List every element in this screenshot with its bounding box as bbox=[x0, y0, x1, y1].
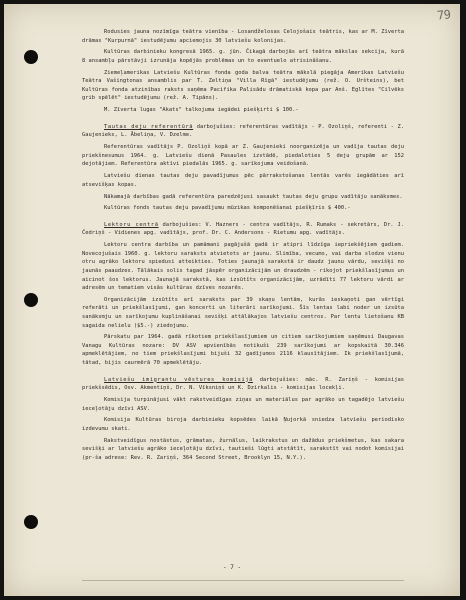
paragraph: Kultūras darbinieku kongresā 1965. g. jūn. Čikagā darbojās arī teātra mākslas sekcija, kurā 8 ansambļu pārstāvji izrunāja kopējās problēmas un to eventuelo atrisināšanu. bbox=[82, 49, 404, 64]
section-intro bbox=[82, 221, 404, 238]
footer-rule bbox=[82, 580, 404, 581]
section-intro-text: darbojušies: referentūras vadītājs - P. Ozoliņš, referenti - Z. Gaujenieks, L. Ābeliņa, V. Dzelme. bbox=[82, 123, 404, 139]
document-page bbox=[4, 4, 460, 596]
punch-hole bbox=[24, 50, 38, 64]
paragraph: Ziemeļamerikas Latviešu Kultūras fonda goda balva teātra mākslā piegāja Amerikas Latviešu Teātra Vašingtonas ansamblis par T. Zeltiņa "Villa Rīgā" iestudējumu (rež. O. Uršteins), bet Kultūras fonda atzinības raksts saņēma Pacifika Palisādu drāmatiskā kopa par Anš. Eglītes "Cilvēks grib spēlēt" iestudējumu (rež. A. Tipāns). bbox=[82, 69, 404, 102]
paragraph: Komisija turpinājusi vākt rakstveidīgas ziņas un materiālus par agrāko un tagadējo latviešu ieceļotāju dzīvi ASV. bbox=[82, 396, 404, 412]
document-body bbox=[82, 28, 404, 466]
paragraph: M. Zīverta lugas "Akats" talkojuma iegādei piešķirti $ 100.- bbox=[104, 107, 299, 114]
page-number: - 7 - bbox=[222, 564, 242, 571]
paragraph: Organizācijām izsūtīts arī saraksts par 39 skaņu lentām, kurās ieskaņoti gan vērtīgi referāti un priekšlasījumi, gan koncerti un literāri sarīkojumi. Šīs lentas labi noder un izsūta sanāksmju un sarīkojumu kuplināšanai sevišķi attālākajos latviešu centros. Par lentu lietošanu KB sagaida nelielu ($5.-) ziedojumu. bbox=[82, 296, 404, 329]
paragraph: Referentūras vadītājs P. Ozoliņš kopā ar Z. Gaujenieki noorganizēja un vadīja tautas deju priekšnesumus 1964. g. Latviešu dienā Pasaules izstādē, piedaloties 5 deju grupām ar 152 dejotājiem. Referentūra aktīvi piedalās 1965. g. sarīkojuma veidošanā. bbox=[82, 144, 404, 168]
paragraph: Rakstveidīgus nostāstus, grāmatas, žurnālus, laikrakstus un dažādus priekšmetus, kas sakara sevišķi ar latviešu agrāko ieceļotāju dzīvi, tautieši lūgti atstātīt, sarakstīt vai nodot komisijai (pr-ša adrese: Rev. R. Zariņš, 364 Second Street, Brooklyn 15, N.Y.). bbox=[82, 437, 404, 461]
paragraph: Rodusies jauna nozīmīga teātra vienība - Losandželosas Celojošais teātris, kas ar M. Zīverta drāmas "Kurpurnā" iestudējumu apciemojis 30 latviešu kolonijas. bbox=[82, 29, 404, 44]
paragraph: Lektoru centra darbība un pamāmani pagājušā gadā ir atipri līdzīga iepriekšējiem gadiem. Novecojušais 1960. g. lektoru saraksts atvietots ar jaunu. Slimība, vecums, vai darba slodze vienu otru agrāko lektoru spiedusi atteikties. Toties jaunajā sarakstā ir daudz jaunu vārdu, sevišķi no jaunās paaudzes. Tālākais solis tagad jāspēr organizācijām un draudzēm - rikojot priekšlasījumus un aicinot šos lektorus. Jaunajā sarakstā, kas izsūtīts organizācijām, uzrādīti 77 lektoru vārdi ar adresēm un tematiem visās kultūras dzīves nozarēs. bbox=[82, 242, 404, 292]
paragraph: Pārskatu par 1964. gadā rīkotiem priekšlasījumiem un citiem sarīkojumiem saņēmusi Daugavas Vanagu Kultūras nozare: DV ASV apvienībās notikuši 239 sarīkojumi ar kopskaitā 30.346 apmeklētājiem, no tiem priekšlasījumi bijuši 32 gadījumos 2116 klausītājiem. Ik priekšlasījumā, tātad, bijis caurmērā 70 apmeklētāju. bbox=[82, 334, 404, 367]
section-heading: Tautas deju referentūrā bbox=[104, 123, 194, 130]
paragraph: Komisija Kultūras biroja darbinieku kopsēdes laikā Ņujorkā sniedza latviešu periodisko izdevumu skati. bbox=[82, 417, 404, 432]
punch-hole bbox=[24, 293, 38, 307]
handwritten-page-number: 79 bbox=[435, 7, 451, 23]
section-heading: Lektoru centrā bbox=[104, 221, 159, 228]
section-intro bbox=[82, 123, 404, 140]
section-heading: Latviešu imigrantu vēstures komisijā bbox=[104, 376, 254, 383]
section-intro-text: darbojušies: māc. R. Zariņš - komisijas priekšsēdis, Osv. Akmentiņš, Dr. N. Vīksniņš un K. Dzirkalis - komisijas locekļi. bbox=[82, 376, 404, 392]
paragraph: Nākamajā darbības gadā referentūra paredzējusi sasaukt tautas deju grupu vadītāju sanāksmes. bbox=[104, 193, 403, 200]
punch-hole bbox=[24, 515, 38, 529]
paragraph: Latviešu dienas tautas deju pavadījumus pēc pārrakstošanas lentās varēs iegādāties arī atsevišķas kopas. bbox=[82, 173, 404, 188]
paragraph: Kultūras fonds tautas deju pavadījumu mūzikas komponēšanai piešķīris $ 400.- bbox=[104, 205, 351, 212]
section-intro-text: darbojušies: V. Hazners - centra vadītājs, R. Rumaks - sekretārs, Dr. J. Čedriņš - Vidienes apg. vadītājs, prof. Dr. C. Andersons - Rietumu apg. vadītājs. bbox=[82, 221, 405, 237]
section-intro bbox=[82, 376, 404, 393]
